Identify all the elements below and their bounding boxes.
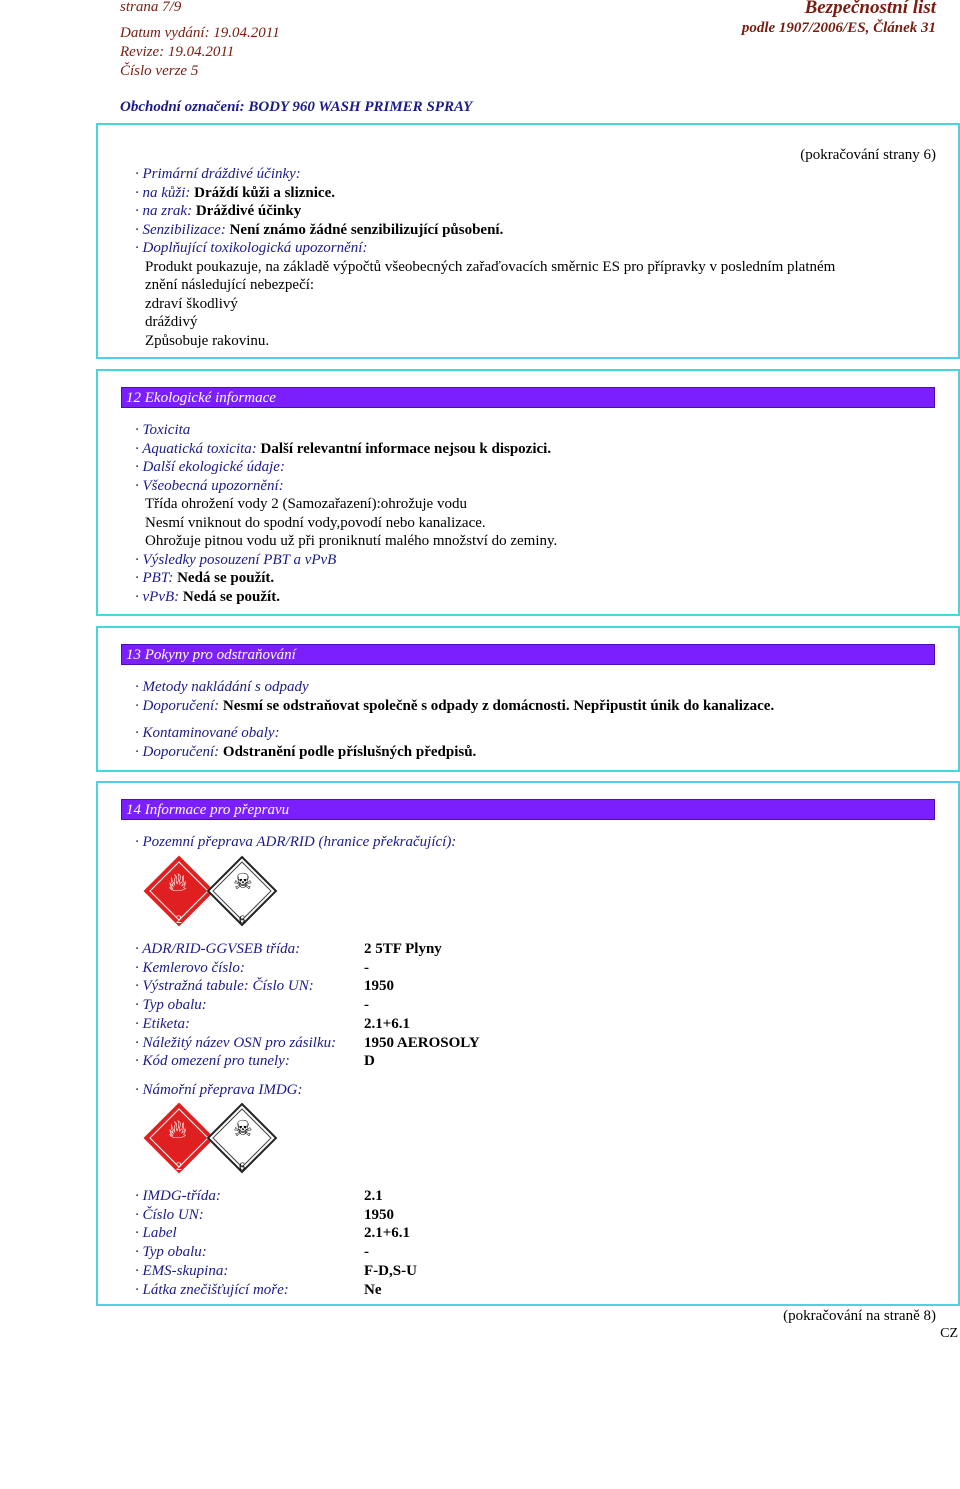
skin-value: Dráždí kůži a sliznice. (194, 184, 335, 201)
flammable-class-number: 2 (176, 912, 182, 926)
primary-irritant-label: · Primární dráždivé účinky: (135, 166, 301, 182)
recommendation-2-label: · Doporučení: (135, 743, 220, 760)
adr-value: 1950 (364, 978, 394, 995)
section-12-heading: 12 Ekologické informace (126, 390, 276, 406)
page-number: strana 7/9 (120, 0, 182, 15)
sensitization-label: · Senzibilizace: (135, 221, 226, 238)
adr-row (135, 959, 480, 978)
trade-name: Obchodní označení: BODY 960 WASH PRIMER SPRAY (120, 99, 473, 115)
adr-table (135, 940, 480, 1071)
section-13-heading-band (121, 644, 935, 665)
adr-row (135, 1034, 480, 1053)
adr-key: · Výstražná tabule: Číslo UN: (135, 978, 314, 995)
general-note-3: Ohrožuje pitnou vodu už při proniknutí malého množství do zeminy. (145, 533, 558, 549)
section-13-content (135, 678, 774, 761)
adr-row (135, 1052, 480, 1071)
recommendation-value: Nesmí se odstraňovat společně s odpady z domácnosti. Nepřipustit únik do kanalizace. (222, 697, 775, 714)
adr-value: D (364, 1053, 375, 1070)
imdg-key: · Látka znečišťující moře: (135, 1281, 289, 1298)
imdg-value: 1950 (364, 1206, 394, 1223)
contaminated-packaging-label: · Kontaminované obaly: (135, 725, 280, 741)
toxicity-label: · Toxicita (135, 422, 191, 438)
adr-row (135, 996, 480, 1015)
adr-row (135, 940, 480, 959)
pbt-value: Nedá se použít. (177, 570, 275, 586)
imdg-value: 2.1+6.1 (364, 1225, 411, 1242)
additional-tox-label: · Doplňující toxikologická upozornění: (135, 240, 368, 256)
section-11-content (135, 165, 835, 350)
imdg-row (135, 1224, 417, 1243)
adr-key: · Kemlerovo číslo: (135, 959, 245, 976)
vpvb-value: Nedá se použít. (182, 588, 280, 605)
adr-heading: · Pozemní přeprava ADR/RID (hranice překračující): (135, 834, 457, 850)
flame-icon: 🔥︎ (168, 868, 188, 897)
revision-date: Revize: 19.04.2011 (120, 44, 235, 60)
imdg-heading: · Námořní přeprava IMDG: (135, 1082, 303, 1098)
recommendation-label: · Doporučení: (135, 697, 220, 714)
imdg-key: · EMS-skupina: (135, 1262, 229, 1279)
section-12-heading-band (121, 387, 935, 408)
pbt-assessment-label: · Výsledky posouzení PBT a vPvB (135, 551, 337, 568)
toxic-class-number-imdg: 6 (239, 1159, 245, 1173)
sensitization-value: Není známo žádné senzibilizující působení. (229, 221, 504, 238)
pbt-label: · PBT: (135, 570, 174, 586)
imdg-row (135, 1187, 417, 1206)
adr-key: · Typ obalu: (135, 997, 207, 1014)
flammable-class-number-imdg: 2 (176, 1159, 182, 1173)
section-14-heading-band (121, 799, 935, 820)
imdg-value: F-D,S-U (364, 1262, 417, 1279)
imdg-value: 2.1 (364, 1188, 383, 1204)
version-number: Číslo verze 5 (120, 63, 199, 79)
general-note-2: Nesmí vniknout do spodní vody,povodí nebo kanalizace. (145, 514, 486, 531)
aquatic-label: · Aquatická toxicita: (135, 440, 257, 457)
adr-row (135, 977, 480, 996)
imdg-key: · IMDG-třída: (135, 1188, 221, 1204)
eco-data-label: · Další ekologické údaje: (135, 459, 285, 475)
adr-key: · Etiketa: (135, 1015, 190, 1032)
eye-label: · na zrak: (135, 203, 193, 219)
adr-value: 2.1+6.1 (364, 1015, 411, 1032)
continued-to: (pokračování na straně 8) (783, 1308, 936, 1324)
skull-crossbones-icon: ☠ (233, 869, 253, 894)
hazard-3: Způsobuje rakovinu. (145, 332, 270, 349)
general-notes-label: · Všeobecná upozornění: (135, 477, 284, 494)
document-title: Bezpečnostní list (804, 0, 936, 18)
recommendation-2-value: Odstranění podle příslušných předpisů. (222, 743, 477, 760)
imdg-row (135, 1262, 417, 1281)
adr-key: · ADR/RID-GGVSEB třída: (135, 941, 301, 957)
adr-key: · Náležitý název OSN pro zásilku: (135, 1034, 337, 1051)
adr-value: - (364, 959, 369, 976)
skin-label: · na kůži: (135, 184, 191, 201)
adr-row (135, 1015, 480, 1034)
aquatic-value: Další relevantní informace nejsou k dispozici. (260, 440, 552, 457)
eye-value: Dráždivé účinky (195, 203, 302, 219)
adr-value: - (364, 997, 369, 1014)
adr-key: · Kód omezení pro tunely: (135, 1053, 290, 1070)
issue-date: Datum vydání: 19.04.2011 (120, 25, 280, 41)
imdg-row (135, 1243, 417, 1262)
imdg-key: · Typ obalu: (135, 1244, 207, 1261)
adr-value: 2 5TF Plyny (364, 941, 442, 957)
continued-from: (pokračování strany 6) (800, 147, 936, 163)
imdg-table (135, 1187, 417, 1299)
imdg-key: · Číslo UN: (135, 1206, 204, 1223)
adr-value: 1950 AEROSOLY (364, 1034, 480, 1051)
general-note-1: Třída ohrožení vody 2 (Samozařazení):ohrožuje vodu (145, 496, 467, 512)
flame-icon: 🔥︎ (168, 1115, 188, 1144)
imdg-value: - (364, 1244, 369, 1261)
imdg-row (135, 1281, 417, 1300)
waste-methods-label: · Metody nakládání s odpady (135, 679, 309, 695)
toxic-class-number: 6 (239, 912, 245, 926)
hazard-2: dráždivý (145, 314, 198, 330)
imdg-value: Ne (364, 1281, 382, 1298)
additional-tox-text-1: Produkt poukazuje, na základě výpočtů všeobecných zařaďovacích směrnic ES pro přípravky v posledním platném (145, 258, 836, 275)
hazard-1: zdraví škodlivý (145, 295, 238, 312)
imdg-row (135, 1206, 417, 1225)
additional-tox-text-2: znění následující nebezpečí: (145, 277, 315, 293)
imdg-key: · Label (135, 1225, 177, 1242)
section-13-heading: 13 Pokyny pro odstraňování (126, 647, 296, 663)
vpvb-label: · vPvB: (135, 588, 180, 605)
section-14-heading: 14 Informace pro přepravu (126, 802, 290, 818)
section-12-content (135, 421, 557, 606)
skull-crossbones-icon: ☠ (233, 1116, 253, 1141)
regulation: podle 1907/2006/ES, Článek 31 (741, 20, 936, 36)
language-code: CZ (940, 1326, 958, 1341)
